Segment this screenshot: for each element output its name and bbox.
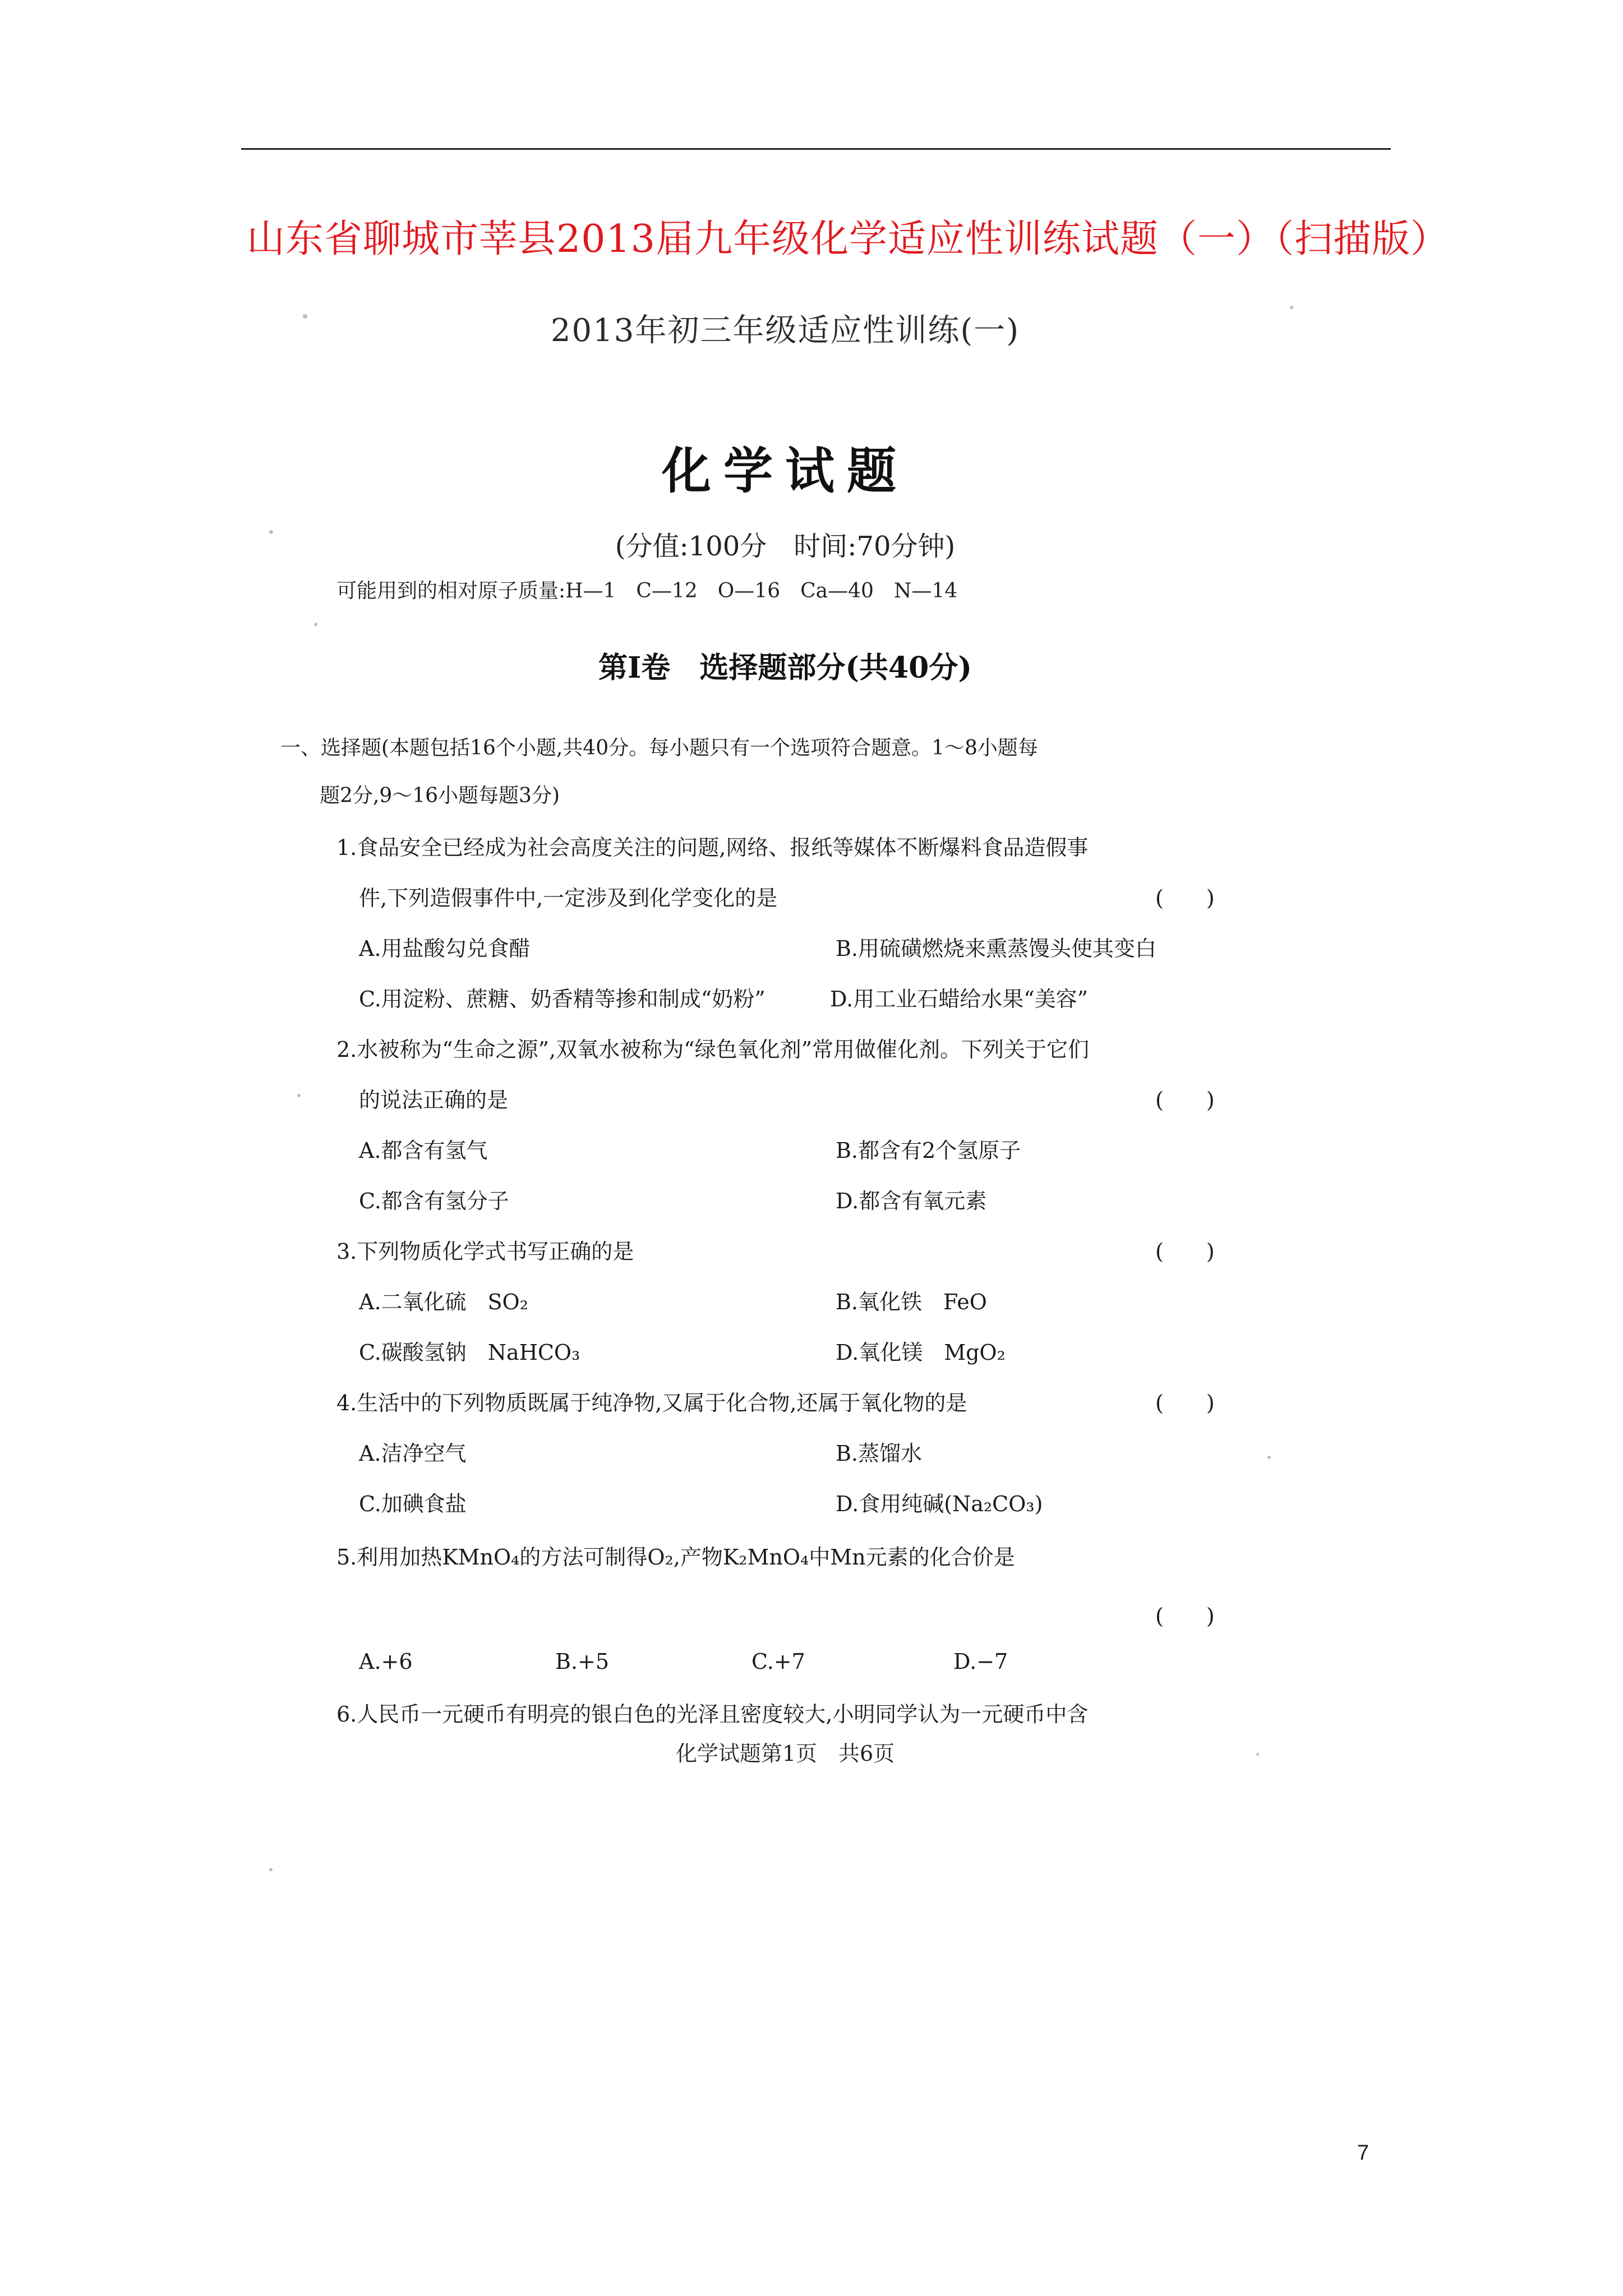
answer-bracket: ( ) [1155,1391,1215,1415]
answer-bracket: ( ) [1155,1239,1215,1264]
question-5-option-d: D.−7 [953,1649,1008,1674]
atomic-masses: 可能用到的相对原子质量:H—1 C—12 O—16 Ca—40 N—14 [336,579,958,602]
question-1-option-b: B.用硫磺燃烧来熏蒸馒头使其变白 [836,936,1157,961]
scan-speck [314,623,317,626]
question-2-option-b: B.都含有2个氢原子 [836,1138,1021,1163]
question-1-option-d: D.用工业石蜡给水果“美容” [830,987,1089,1011]
scan-speck [269,1868,273,1871]
question-5-option-a: A.+6 [359,1649,413,1674]
instructions-line-1: 一、选择题(本题包括16个小题,共40分。每小题只有一个选项符合题意。1～8小题每 [280,737,1038,760]
page-number: 7 [1357,2141,1370,2165]
question-4-option-b: B.蒸馏水 [836,1441,923,1466]
question-4-option-d: D.食用纯碱(Na₂CO₃) [836,1492,1043,1516]
exam-header: 2013年初三年级适应性训练(一) [550,312,1020,349]
question-3-option-b: B.氧化铁 FeO [836,1290,987,1314]
scan-speck [1267,1456,1271,1459]
question-3-option-d: D.氧化镁 MgO₂ [836,1340,1006,1365]
scan-speck [1256,1753,1259,1756]
question-3-option-c: C.碳酸氢钠 NaHCO₃ [359,1340,580,1365]
scan-speck [303,314,307,319]
document-title: 山东省聊城市莘县2013届九年级化学适应性训练试题（一）（扫描版） [247,217,1450,261]
question-2-stem: 2.水被称为“生命之源”,双氧水被称为“绿色氧化剂”常用做催化剂。下列关于它们 [336,1037,1090,1062]
question-2-option-a: A.都含有氢气 [359,1138,488,1163]
question-2-stem-cont: 的说法正确的是 [359,1088,509,1112]
question-5-stem: 5.利用加热KMnO₄的方法可制得O₂,产物K₂MnO₄中Mn元素的化合价是 [336,1545,1015,1570]
exam-score-time: (分值:100分 时间:70分钟) [615,531,956,562]
question-2-option-c: C.都含有氢分子 [359,1189,509,1213]
question-5-option-c: C.+7 [751,1649,805,1674]
question-1-stem: 1.食品安全已经成为社会高度关注的问题,网络、报纸等媒体不断爆料食品造假事 [336,835,1089,860]
exam-page-footer: 化学试题第1页 共6页 [675,1741,895,1766]
exam-title: 化学试题 [661,441,909,500]
question-2-option-d: D.都含有氧元素 [836,1189,987,1213]
question-4-option-a: A.洁净空气 [359,1441,467,1466]
question-1-stem-cont: 件,下列造假事件中,一定涉及到化学变化的是 [359,886,778,910]
question-1-option-c: C.用淀粉、蔗糖、奶香精等掺和制成“奶粉” [359,987,766,1011]
answer-bracket: ( ) [1155,1604,1215,1628]
answer-bracket: ( ) [1155,1088,1215,1112]
question-1-option-a: A.用盐酸勾兑食醋 [359,936,531,961]
question-5-option-b: B.+5 [555,1649,610,1674]
instructions-line-2: 题2分,9～16小题每题3分) [320,784,560,807]
question-4-option-c: C.加碘食盐 [359,1492,467,1516]
scan-speck [297,1094,301,1097]
question-4-stem: 4.生活中的下列物质既属于纯净物,又属于化合物,还属于氧化物的是 [336,1391,967,1415]
section-heading: 第Ⅰ卷 选择题部分(共40分) [598,651,972,685]
scan-speck [1290,306,1293,309]
question-3-option-a: A.二氧化硫 SO₂ [359,1290,528,1314]
answer-bracket: ( ) [1155,886,1215,910]
question-3-stem: 3.下列物质化学式书写正确的是 [336,1239,634,1264]
scan-speck [269,530,273,534]
question-6-stem: 6.人民币一元硬币有明亮的银白色的光泽且密度较大,小明同学认为一元硬币中含 [336,1702,1089,1727]
